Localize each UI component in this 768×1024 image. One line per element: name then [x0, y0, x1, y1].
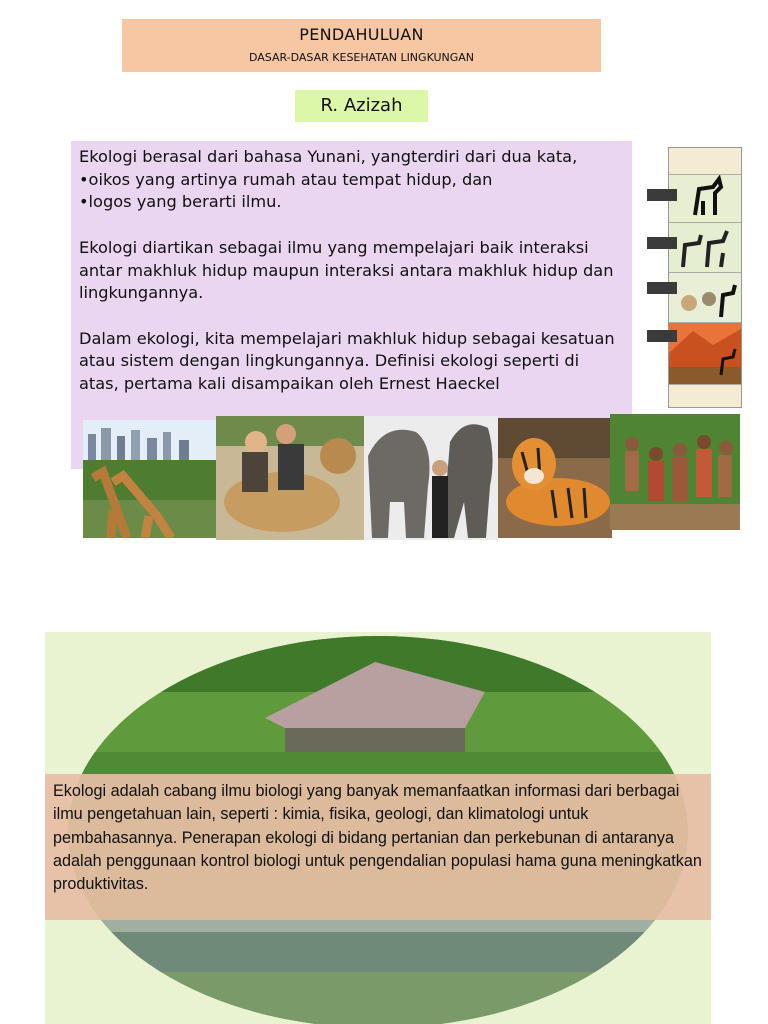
body-text-box: [45, 774, 711, 920]
level-tag-ekosistem: [647, 330, 677, 342]
level-population-panel: [669, 222, 741, 273]
elephants-photo: [364, 416, 498, 540]
title-banner: [122, 19, 601, 72]
page-subtitle: DASAR-DASAR KESEHATAN LINGKUNGAN: [248, 51, 475, 64]
giraffes-city-photo: [83, 420, 218, 538]
intro-paragraph-2: Ekologi diartikan sebagai ilmu yang mempelajari baik interaksi antar makhluk hidup maupun interaksi antara makhluk hidup dan lingkungannya.: [79, 237, 614, 303]
ecology-levels-diagram: [668, 147, 742, 408]
intro-paragraph-1: Ekologi berasal dari bahasa Yunani, yangterdiri dari dua kata, •oikos yang artinya rumah atau tempat hidup, dan •logos yang berarti ilmu.: [79, 147, 578, 212]
level-individual-panel: [669, 174, 741, 223]
children-group-photo: [610, 414, 740, 530]
level-tag-individu: [647, 189, 677, 201]
level-community-panel: [669, 272, 741, 323]
author-label: R. Azizah: [295, 90, 428, 122]
page-title: PENDAHULUAN: [299, 25, 424, 44]
level-tag-komunitas: [647, 282, 677, 294]
level-tag-populasi: [647, 237, 677, 249]
intro-paragraph-3: Dalam ekologi, kita mempelajari makhluk hidup sebagai kesatuan atau sistem dengan lingkungannya. Definisi ekologi seperti di atas, pertama kali disampaikan oleh Ernest Haeckel: [79, 328, 615, 393]
level-biosphere-panel: [669, 384, 741, 407]
level-ecosystem-panel: [669, 322, 741, 385]
body-paragraph: Ekologi adalah cabang ilmu biologi yang banyak memanfaatkan informasi dari berbagai ilmu pengetahuan lain, seperti : kimia, fisika, geologi, dan klimatologi untuk pembahasannya. Penerapan ekologi di bidang pertanian dan perkebunan di antaranya adalah penggunaan kontrol biologi untuk pengendalian populasi hama guna meningkatkan produktivitas.: [53, 782, 702, 894]
people-with-lion-photo: [216, 416, 364, 540]
tiger-photo: [498, 418, 612, 538]
